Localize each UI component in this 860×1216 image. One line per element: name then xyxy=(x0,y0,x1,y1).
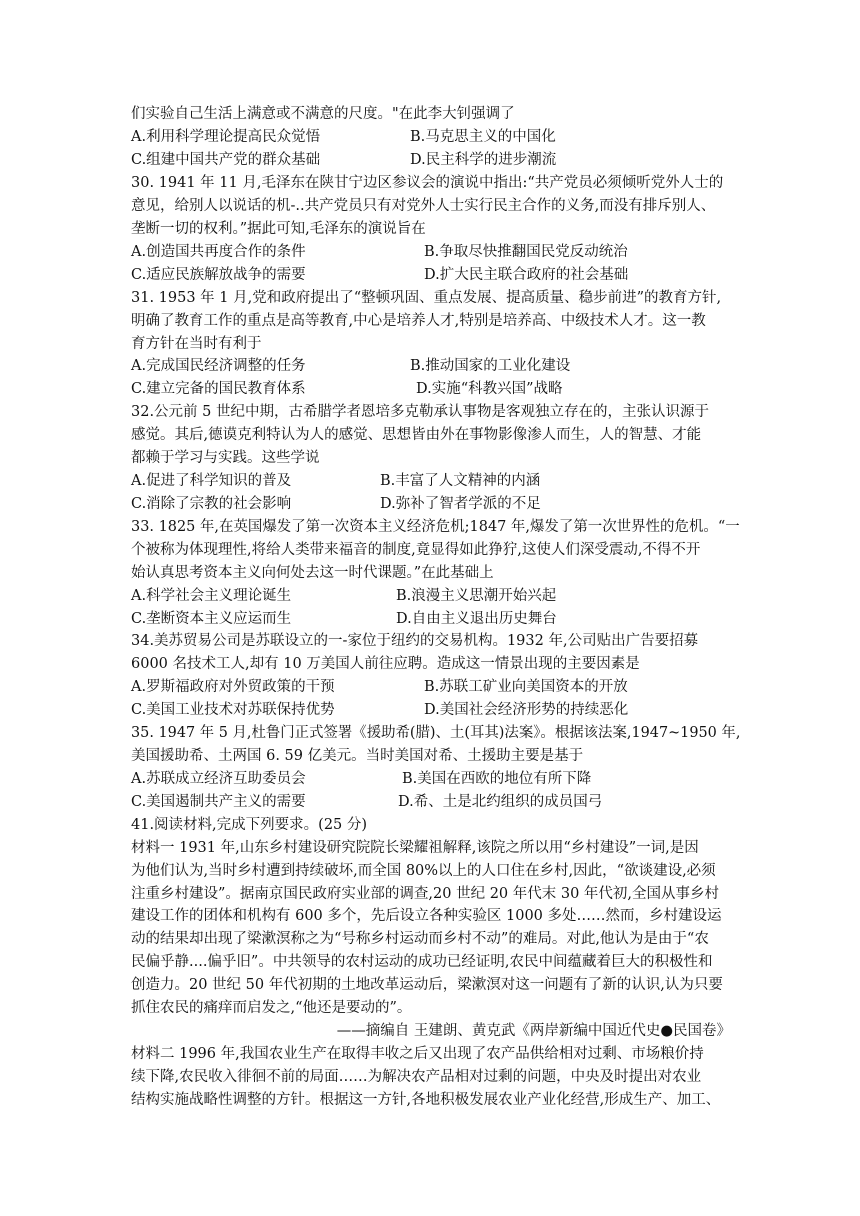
material-1-line: 材料一 1931 年,山东乡村建设研究院院长梁耀祖解释,该院之所以用“乡村建设”一词,是因 xyxy=(131,840,699,856)
q29-option-a: A.利用科学理论提高民众觉悟 xyxy=(131,129,321,145)
material-2-line: 续下降,农民收入徘徊不前的局面……为解决农产品相对过剩的问题，中央及时提出对农业 xyxy=(131,1069,702,1085)
q34-stem-line: 34.美苏贸易公司是苏联设立的一-家位于纽约的交易机构。1932 年,公司贴出广告要招募 xyxy=(131,633,699,649)
material-1-line: 创造力。20 世纪 50 年代初期的土地改革运动后，梁漱溟对这一问题有了新的认识,认为只要 xyxy=(131,977,723,993)
q30-option-d: D.扩大民主联合政府的社会基础 xyxy=(424,267,629,283)
q35-stem-line: 美国援助希、土两国 6. 59 亿美元。当时美国对希、土援助主要是基于 xyxy=(131,748,584,764)
q33-option-c: C.垄断资本主义应运而生 xyxy=(131,611,292,627)
q33-stem-line: 个被称为体现理性,将给人类带来福音的制度,竟显得如此狰狞,这使人们深受震动,不得不开 xyxy=(131,542,701,558)
q30-stem-line: 垄断一切的权利。”据此可知,毛泽东的演说旨在 xyxy=(131,221,426,237)
material-1-line: 动的结果却出现了梁漱溟称之为“号称乡村运动而乡村不动”的难局。对此,他认为是由于“农 xyxy=(131,931,709,947)
q32-stem-line: 都赖于学习与实践。这些学说 xyxy=(131,450,320,466)
q33-stem-line: 33. 1825 年,在英国爆发了第一次资本主义经济危机;1847 年,爆发了第一次世界性的危机。“一 xyxy=(131,519,740,535)
q35-option-d: D.希、土是北约组织的成员国弓 xyxy=(398,794,603,810)
q33-stem-line: 始认真思考资本主义向何处去这一时代课题。”在此基础上 xyxy=(131,565,494,581)
q32-option-a: A.促进了科学知识的普及 xyxy=(131,473,292,489)
q33-option-b: B.浪漫主义思潮开始兴起 xyxy=(396,588,557,604)
material-1-line: 民偏乎静....偏乎旧”。中共领导的农村运动的成功已经证明,农民中间蕴藏着巨大的积极性和 xyxy=(131,954,713,970)
q35-option-b: B.美国在西欧的地位有所下降 xyxy=(402,771,592,787)
q30-stem-line: 30. 1941 年 11 月,毛泽东在陕甘宁边区参议会的演说中指出:“共产党员必须倾听党外人士的 xyxy=(131,175,724,191)
material-2-line: 材料二 1996 年,我国农业生产在取得丰收之后又出现了农产品供给相对过剩、市场粮价持 xyxy=(131,1046,704,1062)
q30-option-b: B.争取尽快推翻国民党反动统治 xyxy=(424,244,628,260)
q30-option-c: C.适应民族解放战争的需要 xyxy=(131,267,306,283)
intro-tail-line: 们实验自己生活上满意或不满意的尺度。"在此李大钊强调了 xyxy=(131,106,515,122)
q31-option-c: C.建立完备的国民教育体系 xyxy=(131,381,306,397)
q31-stem-line: 31. 1953 年 1 月,党和政府提出了“整顿巩固、重点发展、提高质量、稳步前进”的教育方针, xyxy=(131,290,722,306)
q31-stem-line: 育方针在当时有利于 xyxy=(131,336,262,352)
material-1-line: 为他们认为,当时乡村遭到持续破坏,而全国 80%以上的人口住在乡村,因此，“欲谈建设,必须 xyxy=(131,863,716,879)
material-1-line: 抓住农民的痛痒而启发之,“他还是要动的”。 xyxy=(131,1000,412,1016)
q35-option-a: A.苏联成立经济互助委员会 xyxy=(131,771,306,787)
q34-option-c: C.美国工业技术对苏联保持优势 xyxy=(131,702,335,718)
q31-option-d: D.实施“科教兴国”战略 xyxy=(416,381,563,397)
q35-option-c: C.美国遏制共产主义的需要 xyxy=(131,794,306,810)
q34-stem-line: 6000 名技术工人,却有 10 万美国人前往应聘。造成这一情景出现的主要因素是 xyxy=(131,656,640,672)
q31-option-a: A.完成国民经济调整的任务 xyxy=(131,358,306,374)
q34-option-d: D.美国社会经济形势的持续恶化 xyxy=(424,702,629,718)
q29-option-b: B.马克思主义的中国化 xyxy=(410,129,556,145)
q34-option-a: A.罗斯福政府对外贸政策的干预 xyxy=(131,679,335,695)
q32-option-d: D.弥补了智者学派的不足 xyxy=(380,496,541,512)
q33-option-a: A.科学社会主义理论诞生 xyxy=(131,588,292,604)
material-2-line: 结构实施战略性调整的方针。根据这一方针,各地积极发展农业产业化经营,形成生产、加工、 xyxy=(131,1092,721,1108)
q32-option-c: C.消除了宗教的社会影响 xyxy=(131,496,292,512)
material-1-citation: ——摘编自 王建朗、黄克武《两岸新编中国近代史●民国卷》 xyxy=(336,1023,731,1039)
q31-stem-line: 明确了教育工作的重点是高等教育,中心是培养人才,特别是培养高、中级技术人才。这一教 xyxy=(131,313,706,329)
q34-option-b: B.苏联工矿业向美国资本的开放 xyxy=(424,679,628,695)
q30-option-a: A.创造国共再度合作的条件 xyxy=(131,244,306,260)
q32-option-b: B.丰富了人文精神的内涵 xyxy=(380,473,541,489)
q30-stem-line: 意见，给别人以说话的机-..共产党员只有对党外人士实行民主合作的义务,而没有排斥别人、 xyxy=(131,198,716,214)
material-1-line: 注重乡村建设”。据南京国民政府实业部的调查,20 世纪 20 年代末 30 年代初,全国从事乡村 xyxy=(131,886,720,902)
q32-stem-line: 32.公元前 5 世纪中期，古希腊学者恩培多克勒承认事物是客观独立存在的，主张认识源于 xyxy=(131,404,709,420)
q33-option-d: D.自由主义退出历史舞台 xyxy=(396,611,557,627)
q32-stem-line: 感觉。其后,德谟克利特认为人的感觉、思想皆由外在事物影像渗人而生，人的智慧、才能 xyxy=(131,427,702,443)
q35-stem-line: 35. 1947 年 5 月,杜鲁门正式签署《援助希(腊)、土(耳其)法案》。根据该法案,1947~1950 年, xyxy=(131,725,741,741)
q31-option-b: B.推动国家的工业化建设 xyxy=(410,358,571,374)
q41-heading: 41.阅读材料,完成下列要求。(25 分) xyxy=(131,817,368,833)
q29-option-c: C.组建中国共产党的群众基础 xyxy=(131,152,321,168)
q29-option-d: D.民主科学的进步潮流 xyxy=(410,152,557,168)
material-1-line: 建设工作的团体和机构有 600 多个，先后设立各种实验区 1000 多处……然而，乡村建设运 xyxy=(131,908,722,924)
